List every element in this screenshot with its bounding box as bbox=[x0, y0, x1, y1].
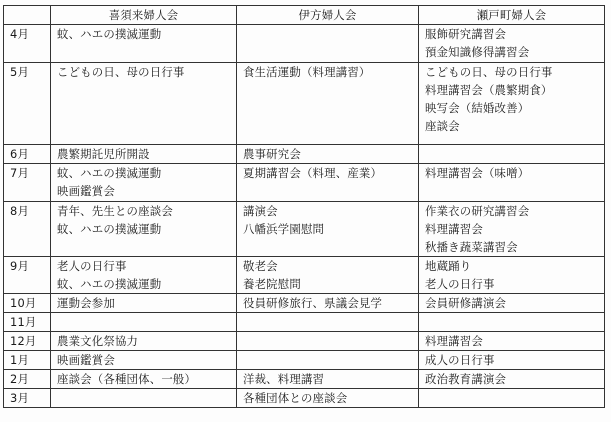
seto-activities-cell bbox=[419, 202, 605, 257]
kisu-activities-cell bbox=[51, 164, 237, 202]
activity-schedule-table bbox=[3, 5, 605, 408]
activity-item: 服飾研究講習会 bbox=[425, 27, 507, 41]
activity-item: 座談会（各種団体、一般） bbox=[57, 372, 197, 386]
activity-item: 各種団体との座談会 bbox=[243, 391, 348, 405]
activity-item: 老人の日行事 bbox=[57, 259, 127, 273]
kisu-activities-cell bbox=[51, 389, 237, 408]
activity-item: 食生活運動（料理講習） bbox=[243, 65, 371, 79]
kisu-activities-cell bbox=[51, 202, 237, 257]
activity-item: 地蔵踊り bbox=[425, 259, 472, 273]
month-cell: 6月 bbox=[4, 145, 51, 164]
header-kisu-association: 喜須来婦人会 bbox=[51, 6, 237, 25]
header-ikata-association: 伊方婦人会 bbox=[237, 6, 419, 25]
kisu-activities-cell bbox=[51, 313, 237, 332]
table-row bbox=[4, 313, 605, 332]
month-cell: 8月 bbox=[4, 202, 51, 257]
activity-item: 農繁期託児所開設 bbox=[57, 147, 150, 161]
activity-item: 老人の日行事 bbox=[425, 277, 495, 291]
month-cell: 3月 bbox=[4, 389, 51, 408]
activity-item: 秋播き蔬菜講習会 bbox=[425, 240, 518, 254]
activity-item: 蚊、ハエの撲滅運動 bbox=[57, 166, 162, 180]
seto-activities-cell bbox=[419, 25, 605, 63]
table-row bbox=[4, 145, 605, 164]
activity-item: 青年、先生との座談会 bbox=[57, 204, 173, 218]
ikata-activities-cell bbox=[237, 313, 419, 332]
ikata-activities-cell bbox=[237, 145, 419, 164]
kisu-activities-cell bbox=[51, 294, 237, 313]
table-row bbox=[4, 294, 605, 313]
ikata-activities-cell bbox=[237, 351, 419, 370]
table-row bbox=[4, 332, 605, 351]
table-row bbox=[4, 164, 605, 202]
activity-item: 料理講習会（農繁期食） bbox=[425, 83, 553, 97]
activity-item: 八幡浜学園慰問 bbox=[243, 222, 325, 236]
activity-item: 成人の日行事 bbox=[425, 353, 495, 367]
ikata-activities-cell bbox=[237, 164, 419, 202]
kisu-activities-cell bbox=[51, 63, 237, 145]
activity-item: 夏期講習会（料理、産業） bbox=[243, 166, 383, 180]
table-row bbox=[4, 257, 605, 294]
month-cell: 11月 bbox=[4, 313, 51, 332]
activity-item: 蚊、ハエの撲滅運動 bbox=[57, 222, 162, 236]
kisu-activities-cell bbox=[51, 370, 237, 389]
kisu-activities-cell bbox=[51, 257, 237, 294]
kisu-activities-cell bbox=[51, 145, 237, 164]
activity-item: 政治教育講演会 bbox=[425, 372, 507, 386]
activity-item: 敬老会 bbox=[243, 259, 278, 273]
seto-activities-cell bbox=[419, 351, 605, 370]
activity-item: 会員研修講演会 bbox=[425, 296, 507, 310]
activity-item: 洋裁、料理講習 bbox=[243, 372, 325, 386]
activity-item: こどもの日、母の日行事 bbox=[57, 65, 185, 79]
ikata-activities-cell bbox=[237, 389, 419, 408]
month-cell: 7月 bbox=[4, 164, 51, 202]
ikata-activities-cell bbox=[237, 202, 419, 257]
kisu-activities-cell bbox=[51, 351, 237, 370]
month-cell: 12月 bbox=[4, 332, 51, 351]
activity-item: 養老院慰問 bbox=[243, 277, 301, 291]
month-cell: 10月 bbox=[4, 294, 51, 313]
seto-activities-cell bbox=[419, 63, 605, 145]
month-cell: 9月 bbox=[4, 257, 51, 294]
seto-activities-cell bbox=[419, 370, 605, 389]
ikata-activities-cell bbox=[237, 294, 419, 313]
month-cell: 4月 bbox=[4, 25, 51, 63]
activity-item: 運動会参加 bbox=[57, 296, 115, 310]
month-cell: 5月 bbox=[4, 63, 51, 145]
month-cell: 1月 bbox=[4, 351, 51, 370]
activity-item: こどもの日、母の日行事 bbox=[425, 65, 553, 79]
ikata-activities-cell bbox=[237, 370, 419, 389]
table-row bbox=[4, 202, 605, 257]
activity-item: 料理講習会 bbox=[425, 222, 483, 236]
seto-activities-cell bbox=[419, 145, 605, 164]
ikata-activities-cell bbox=[237, 25, 419, 63]
ikata-activities-cell bbox=[237, 63, 419, 145]
activity-item: 座談会 bbox=[425, 119, 460, 133]
activity-item: 講演会 bbox=[243, 204, 278, 218]
seto-activities-cell bbox=[419, 164, 605, 202]
seto-activities-cell bbox=[419, 294, 605, 313]
seto-activities-cell bbox=[419, 257, 605, 294]
activity-item: 蚊、ハエの撲滅運動 bbox=[57, 277, 162, 291]
seto-activities-cell bbox=[419, 389, 605, 408]
seto-activities-cell bbox=[419, 313, 605, 332]
activity-item: 役員研修旅行、県議会見学 bbox=[243, 296, 383, 310]
activity-item: 農事研究会 bbox=[243, 147, 301, 161]
table-row bbox=[4, 389, 605, 408]
table-body bbox=[4, 25, 605, 408]
table-header bbox=[4, 6, 605, 25]
table-row bbox=[4, 25, 605, 63]
table-row bbox=[4, 351, 605, 370]
kisu-activities-cell bbox=[51, 332, 237, 351]
header-month-cell bbox=[4, 6, 51, 25]
seto-activities-cell bbox=[419, 332, 605, 351]
activity-item: 料理講習会 bbox=[425, 334, 483, 348]
ikata-activities-cell bbox=[237, 332, 419, 351]
ikata-activities-cell bbox=[237, 257, 419, 294]
activity-item: 映画鑑賞会 bbox=[57, 184, 115, 198]
header-seto-association: 瀬戸町婦人会 bbox=[419, 6, 605, 25]
month-cell: 2月 bbox=[4, 370, 51, 389]
activity-item: 料理講習会（味噌） bbox=[425, 166, 530, 180]
activity-item: 映画鑑賞会 bbox=[57, 353, 115, 367]
activity-item: 作業衣の研究講習会 bbox=[425, 204, 530, 218]
header-row bbox=[4, 6, 605, 25]
activity-item: 映写会（結婚改善） bbox=[425, 101, 530, 115]
table-row bbox=[4, 63, 605, 145]
activity-item: 蚊、ハエの撲滅運動 bbox=[57, 27, 162, 41]
activity-item: 農業文化祭協力 bbox=[57, 334, 139, 348]
kisu-activities-cell bbox=[51, 25, 237, 63]
activity-item: 預金知識修得講習会 bbox=[425, 45, 530, 59]
table-row bbox=[4, 370, 605, 389]
